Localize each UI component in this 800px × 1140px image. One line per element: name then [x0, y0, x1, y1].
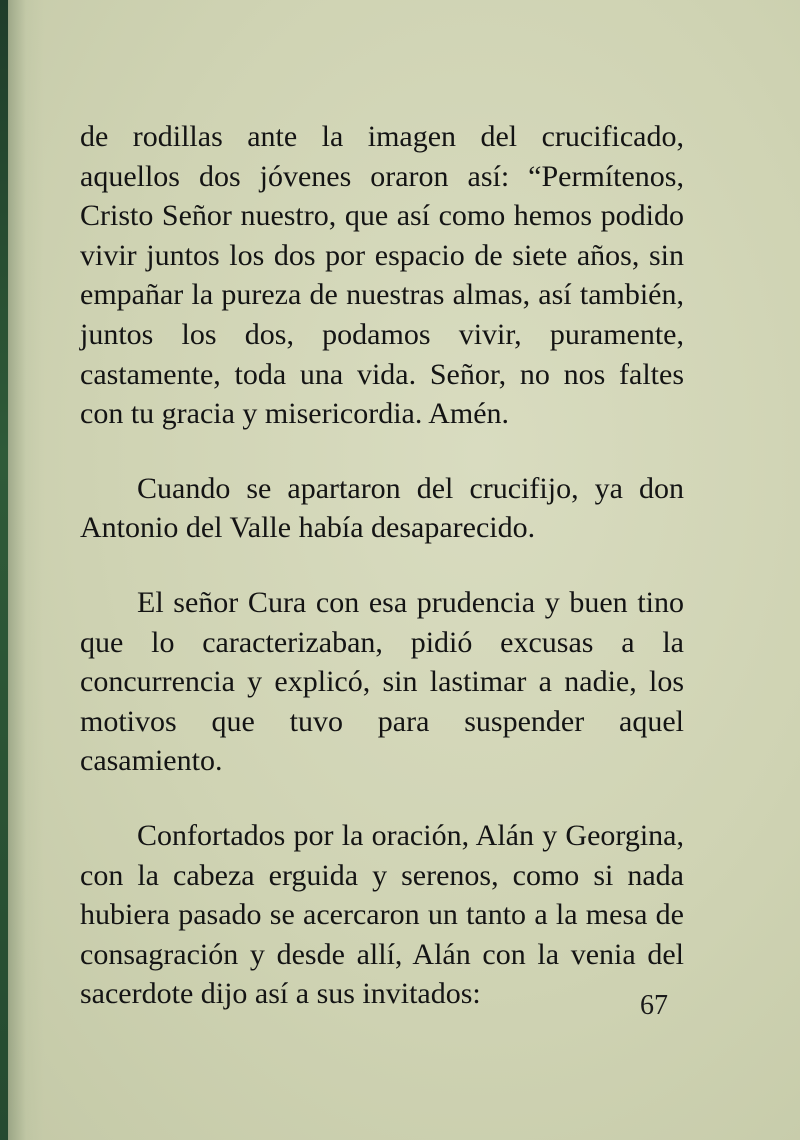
book-spine-edge	[0, 0, 8, 1140]
paragraph-3: El señor Cura con esa prudencia y buen tino que lo caracterizaban, pidió excusas a la concurrencia y explicó, sin lastimar a nadie, los motivos que tuvo para suspender aquel casamiento.	[80, 585, 684, 778]
page-body-text	[80, 117, 684, 1049]
page-number: 67	[640, 990, 668, 1021]
paragraph-4: Confortados por la oración, Alán y Georgina, con la cabeza erguida y serenos, como si nada hubiera pasado se acercaron un tanto a la mesa de consagración y desde allí, Alán con la venia del sacerdote dijo así a sus invitados:	[80, 818, 684, 1011]
paragraph-2: Cuando se apartaron del crucifijo, ya don Antonio del Valle había desaparecido.	[80, 471, 684, 545]
paragraph-1: de rodillas ante la imagen del crucificado, aquellos dos jóvenes oraron así: “Permítenos, Cristo Señor nuestro, que así como hemos podido vivir juntos los dos por espacio de siete años, sin empañar la pureza de nuestras almas, así también, juntos los dos, podamos vivir, puramente, castamente, toda una vida. Señor, no nos faltes con tu gracia y misericordia. Amén.	[80, 120, 684, 431]
